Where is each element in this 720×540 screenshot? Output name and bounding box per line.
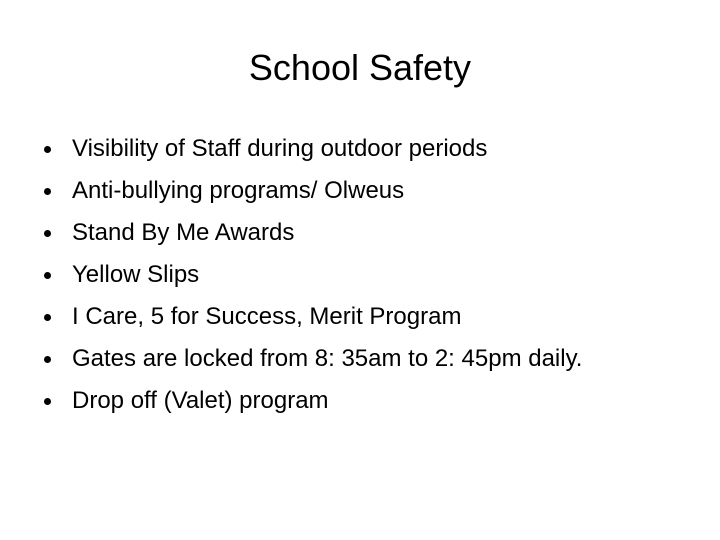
bullet-item xyxy=(30,380,710,422)
bullet-dot-icon xyxy=(44,272,51,279)
bullet-item xyxy=(30,170,710,212)
bullet-dot-icon xyxy=(44,356,51,363)
bullet-item xyxy=(30,128,710,170)
bullet-dot-icon xyxy=(44,188,51,195)
bullet-dot-icon xyxy=(44,230,51,237)
slide-title: School Safety xyxy=(248,47,472,88)
bullet-item xyxy=(30,212,710,254)
bullet-item xyxy=(30,338,710,380)
bullet-text: Yellow Slips xyxy=(72,261,200,288)
bullet-item xyxy=(30,296,710,338)
bullet-text: Gates are locked from 8: 35am to 2: 45pm daily. xyxy=(72,345,583,372)
bullet-dot-icon xyxy=(44,314,51,321)
bullet-dot-icon xyxy=(44,398,51,405)
bullet-text: Visibility of Staff during outdoor periods xyxy=(72,135,488,162)
bullet-text: Anti-bullying programs/ Olweus xyxy=(72,177,405,204)
bullet-list xyxy=(30,128,710,422)
bullet-text: Drop off (Valet) program xyxy=(72,387,329,414)
bullet-text: I Care, 5 for Success, Merit Program xyxy=(72,303,462,330)
bullet-text: Stand By Me Awards xyxy=(72,219,295,246)
bullet-item xyxy=(30,254,710,296)
bullet-dot-icon xyxy=(44,146,51,153)
